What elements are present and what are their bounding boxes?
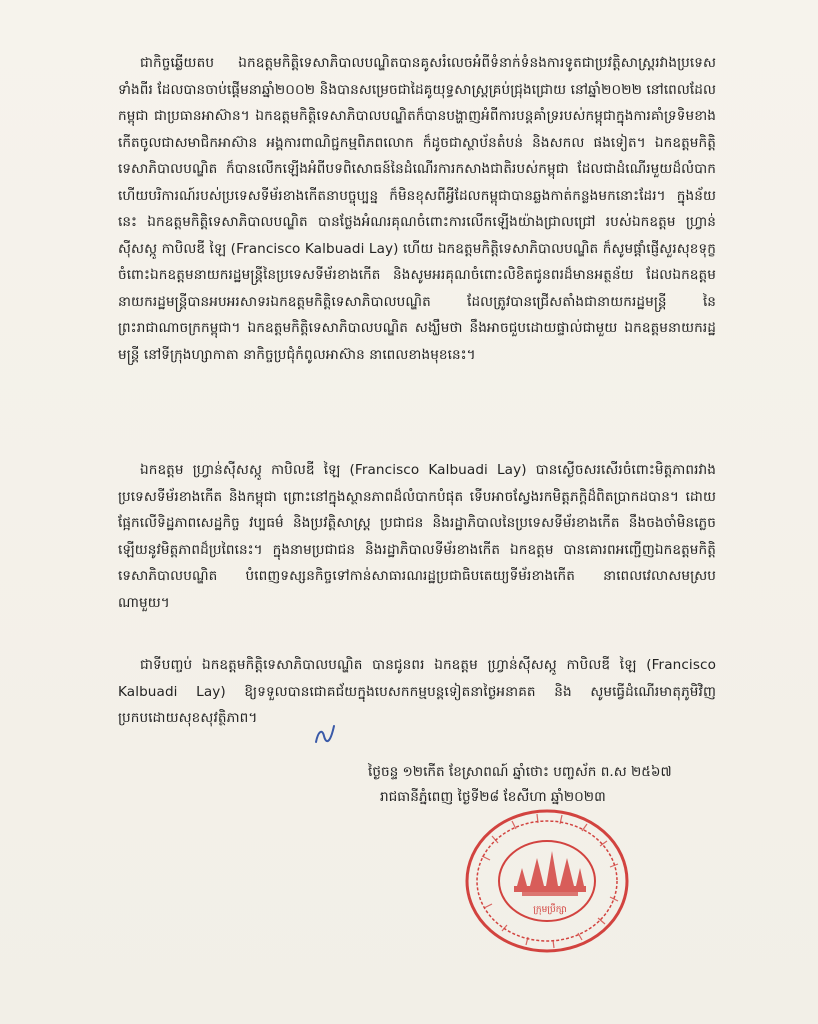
paragraph-text: ជាកិច្ចឆ្លើយតប ឯកឧត្តមកិត្តិទេសាភិបាលបណ្ឌិតបានគូសរំលេចអំពីទំនាក់ទំនងការទូតជាប្រវត្តិសាស្ត្ររវាងប្រទេសទាំងពីរ ដែលបានចាប់ផ្តើមនាឆ្នាំ២០០២ និងបានសម្រេចជាដៃគូយុទ្ធសាស្ត្រគ្រប់ជ្រុងជ្រោយ នៅឆ្នាំ២០២២ នៅពេលដែលកម្ពុជា ជាប្រធានអាស៊ាន។ ឯកឧត្តមកិត្តិទេសាភិបាលបណ្ឌិតក៏បានបង្ហាញអំពីការបន្តគាំទ្ររបស់កម្ពុជាក្នុងការគាំទ្រទិមខាងកើតចូលជាសមាជិកអាស៊ាន អង្គការពាណិជ្ជកម្មពិភពលោក ក៏ដូចជាស្ថាប័នតំបន់ និងសកល ផងទៀត។ ឯកឧត្តមកិត្តិទេសាភិបាលបណ្ឌិត ក៏បានលើកឡើងអំពីបទពិសោធន៍នៃដំណើរការកសាងជាតិរបស់កម្ពុជា ដែលជាដំណើរមួយដ៏លំបាក ហើយបរិការណ៍របស់ប្រទេសទីម័រខាងកើតនាបច្ចុប្បន្ន ក៏មិនខុសពីអ្វីដែលកម្ពុជាបានឆ្លងកាត់កន្លងមកនោះដែរ។ ក្នុងន័យនេះ ឯកឧត្តមកិត្តិទេសាភិបាលបណ្ឌិត បានថ្លែងអំណរគុណចំពោះការលើកឡើងយ៉ាងជ្រាលជ្រៅ របស់ឯកឧត្តម ហ្វ្រាន់ស៊ីសស្កូ កាបិលឌី ឡៃ (Francisco Kalbuadi Lay) ហើយ ឯកឧត្តមកិត្តិទេសាភិបាលបណ្ឌិត ក៏សូមផ្តាំផ្ញើសួរសុខទុក្ខចំពោះឯកឧត្តមនាយករដ្ឋមន្ត្រីនៃប្រទេសទីម័រខាងកើត និងសូមអរគុណចំពោះលិខិតជូនពរដ៏មានអត្ថន័យ ដែលឯកឧត្តមនាយករដ្ឋមន្ត្រីបានអបអរសាទរឯកឧត្តមកិត្តិទេសាភិបាលបណ្ឌិត ដែលត្រូវបានជ្រើសតាំងជានាយករដ្ឋមន្ត្រី នៃព្រះរាជាណាចក្រកម្ពុជា។ ឯកឧត្តមកិត្តិទេសាភិបាលបណ្ឌិត សង្ឃឹមថា នឹងអាចជួបដោយផ្ទាល់ជាមួយ ឯកឧត្តមនាយករដ្ឋមន្ត្រី នៅទីក្រុងហ្សាកាតា នាកិច្ចប្រជុំកំពូលអាស៊ាន នាពេលខាងមុខនេះ។ — [118, 55, 716, 363]
body-paragraph-1 — [118, 50, 716, 368]
date-place: រាជធានីភ្នំពេញ ថ្ងៃទី២៨ ខែសីហា ឆ្នាំ២០២៣ — [380, 789, 606, 805]
seal-inner-text: ក្រុមប្រឹក្សា — [533, 905, 567, 915]
body-paragraph-2 — [118, 457, 716, 616]
signature-mark — [312, 722, 338, 752]
date-lunar: ថ្ងៃចន្ទ ១២កើត ខែស្រាពណ៍ ឆ្នាំថោះ បញ្ចស័ក ព.ស ២៥៦៧ — [368, 764, 672, 780]
body-paragraph-3 — [118, 652, 716, 732]
paragraph-text: ជាទីបញ្ចប់ ឯកឧត្តមកិត្តិទេសាភិបាលបណ្ឌិត បានជូនពរ ឯកឧត្តម ហ្វ្រាន់ស៊ីសស្កូ កាបិលឌី ឡៃ (Francisco Kalbuadi Lay) ឱ្យទទួលបានជោគជ័យក្នុងបេសកកម្មបន្តទៀតនាថ្ងៃអនាគត និង សូមធ្វើដំណើរមាតុភូមិវិញប្រកបដោយសុខសុវត្ថិភាព។ — [118, 657, 716, 726]
paragraph-text: ឯកឧត្តម ហ្វ្រាន់ស៊ីសស្កូ កាបិលឌី ឡៃ (Francisco Kalbuadi Lay) បានស្ងើចសរសើរចំពោះមិត្តភាពរវាងប្រទេសទីម័រខាងកើត និងកម្ពុជា ព្រោះនៅក្នុងស្ថានភាពដ៏លំបាកបំផុត ទើបអាចស្វែងរកមិត្តភក្តិដ៏ពិតប្រាកដបាន។ ដោយផ្អែកលើទិដ្ឋភាពសេដ្ឋកិច្ច វប្បធម៌ និងប្រវត្តិសាស្ត្រ ប្រជាជន និងរដ្ឋាភិបាលនៃប្រទេសទីម័រខាងកើត នឹងចងចាំមិនភ្លេចឡើយនូវមិត្តភាពដ៏ប្រពៃនេះ។ ក្នុងនាមប្រជាជន និងរដ្ឋាភិបាលទីម័រខាងកើត ឯកឧត្តម បានគោរពអញ្ជើញឯកឧត្តមកិត្តិទេសាភិបាលបណ្ឌិត បំពេញទស្សនកិច្ចទៅកាន់សាធារណរដ្ឋប្រជាធិបតេយ្យទីម័រខាងកើត នាពេលវេលាសមស្របណាមួយ។ — [118, 462, 716, 611]
official-seal — [462, 806, 632, 956]
